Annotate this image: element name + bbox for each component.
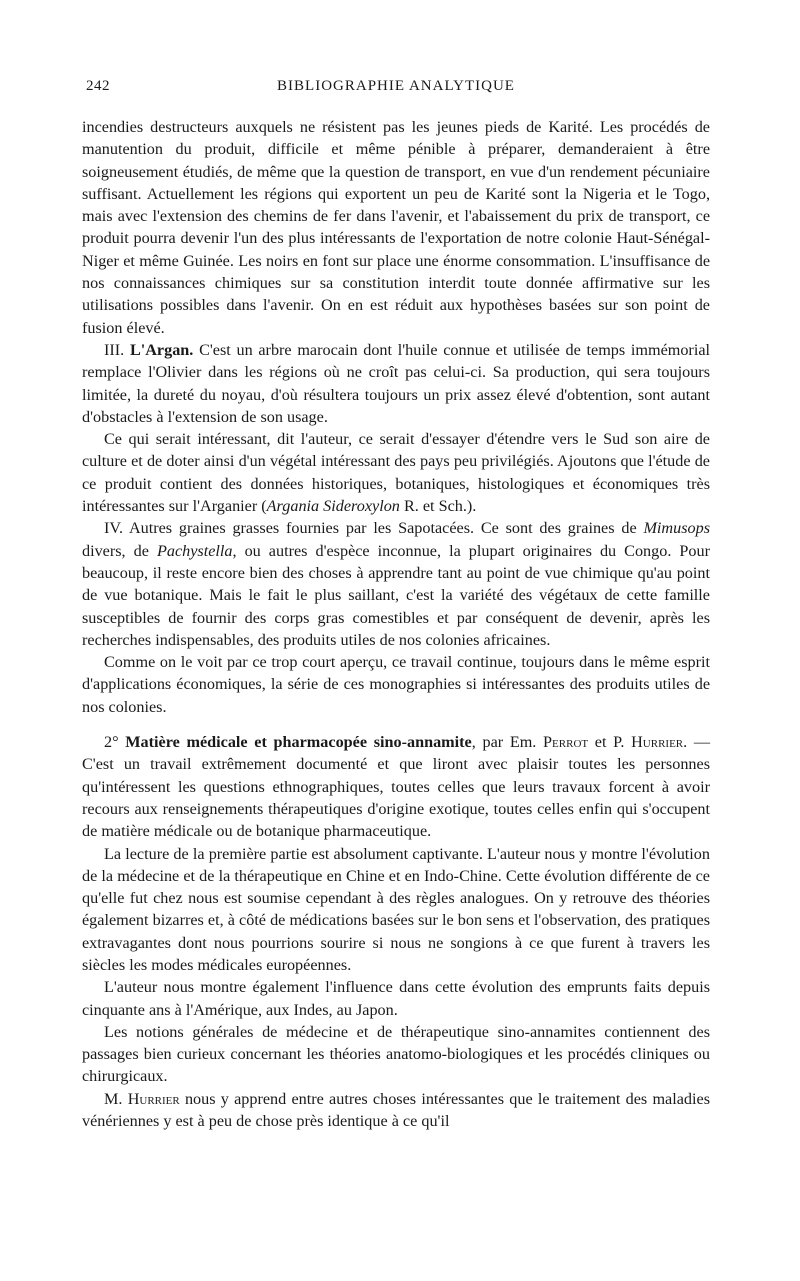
genus-name-mimusops: Mimusops xyxy=(643,519,710,538)
paragraph-text: R. et Sch.). xyxy=(399,497,477,516)
section-numeral: III. xyxy=(104,340,125,359)
paragraph-notions-generales: Les notions générales de médecine et de thérapeutique sino-annamites contiennent des passages bien curieux concernant les théories anatomo-biologiques et les procédés cliniques ou chirurgicaux. xyxy=(82,1022,710,1086)
paragraph-conclusion: Comme on le voit par ce trop court aperçu, ce travail continue, toujours dans le même esprit d'applications économiques, la série de ces monographies si intéressantes des produits utiles de nos colonies. xyxy=(82,653,710,716)
author-last-name: Hurrier xyxy=(631,733,684,752)
paragraph-karite-continued: incendies destructeurs auxquels ne résistent pas les jeunes pieds de Karité. Les procédés de manutention du produit, difficile et même pénible à préparer, demanderaient à être soigneusement étudiés, de même que la question de transport, en vue d'un rendement pécuniaire suffisant. Actuellement les régions qui exportent un peu de Karité sont la Nigeria et le Togo, mais avec l'extension des chemins de fer dans l'avenir, et l'abaissement du prix de transport, ce produit pourra devenir l'un des plus intéressants de l'exportation de notre colonie Haut-Sénégal-Niger et même Guinée. Les noirs en font sur place une énorme consommation. L'insuffisance de nos connaissances chimiques sur sa constitution interdit toute donnée affirmative sur les utilisations possibles dans l'avenir. On en est réduit aux hypothèses basées sur son point de fusion élevé. xyxy=(82,118,710,337)
paragraph-text: divers, de xyxy=(82,541,157,560)
author-last-name: Perrot xyxy=(543,733,589,752)
paragraph-argan-interest xyxy=(82,428,710,517)
paragraph-sapotacees xyxy=(82,517,710,651)
paragraph-text: M. xyxy=(104,1089,128,1108)
genus-name-pachystella: Pachystella xyxy=(156,541,233,560)
running-head xyxy=(82,78,710,104)
species-name: Argania Sideroxylon xyxy=(266,497,400,516)
section-numeral: 2° xyxy=(104,733,119,752)
body-text xyxy=(82,116,710,1132)
page-number: 242 xyxy=(86,78,110,94)
paragraph-matiere-medicale xyxy=(82,731,710,842)
author-first-name: P. xyxy=(613,733,625,752)
paragraph-text: , par xyxy=(471,733,510,752)
page xyxy=(82,78,710,1132)
paragraph-text: nous y apprend entre autres choses intéressantes que le traitement des maladies vénériennes y est à peu de chose près identique à ce qu'il xyxy=(82,1089,710,1131)
running-title: BIBLIOGRAPHIE ANALYTIQUE xyxy=(277,78,515,94)
paragraph-text: et xyxy=(588,733,614,752)
section-heading-argan: L'Argan. xyxy=(129,340,194,359)
author-last-name: Hurrier xyxy=(127,1089,180,1108)
paragraph-text: Ce qui serait intéressant, dit l'auteur, ce serait d'essayer d'étendre vers le Sud son aire de culture et de doter ainsi d'un végétal intéressant des pays peu privilégiés. Ajoutons que l'étude de ce produit contient des données historiques, botaniques, histologiques et économiques très intéressantes sur l'Arganier ( xyxy=(82,430,710,516)
paragraph-argan xyxy=(82,339,710,428)
paragraph-premiere-partie: La lecture de la première partie est absolument captivante. L'auteur nous y montre l'évolution de la médecine et de la thérapeutique en Chine et en Indo-Chine. Cette évolution différente de ce qu'elle fut chez nous est soumise cependant à des règles analogues. On y retrouve des théories également bizarres et, à côté de médications basées sur le bon sens et l'observation, des pratiques extravagantes dont nous pourrions sourire si nous ne songions à ce que furent à travers les siècles les modes médicales européennes. xyxy=(82,844,710,974)
paragraph-influence: L'auteur nous montre également l'influence dans cette évolution des emprunts faits depuis cinquante ans à l'Amérique, aux Indes, au Japon. xyxy=(82,978,710,1019)
paragraph-text: IV. Autres graines grasses fournies par les Sapotacées. Ce sont des graines de xyxy=(104,519,644,538)
paragraph-text: , ou autres d'espèce inconnue, la plupart originaires du Congo. Pour beaucoup, il reste encore bien des choses à apprendre tant au point de vue chimique qu'au point de vue botanique. Mais le fait le plus saillant, c'est la variété des végétaux de cette famille susceptibles de fournir des corps gras comestibles et par conséquent de devenir, après les recherches indispensables, des produits utiles de nos colonies africaines. xyxy=(82,541,711,649)
paragraph-text: C'est un arbre marocain dont l'huile connue et utilisée de temps immémorial remplace l'Olivier dans les régions où ne croît pas celui-ci. Sa production, qui sera toujours limitée, la dureté du noyau, d'où résultera toujours un prix assez élevé d'obtention, sont autant d'obstacles à l'extension de son usage. xyxy=(82,340,711,426)
section-title-matiere-medicale: Matière médicale et pharmacopée sino-annamite xyxy=(125,733,472,752)
paragraph-hurrier xyxy=(82,1088,710,1133)
paragraph-text: . — C'est un travail extrêmement documenté et que liront avec plaisir toutes les personnes qu'intéressent les questions ethnographiques, toutes celles que leurs travaux forcent à avoir recours aux renseignements thérapeutiques d'origine exotique, toutes celles enfin qui s'occupent de matière médicale ou de botanique pharmaceutique. xyxy=(82,733,711,841)
author-first-name: Em. xyxy=(509,733,537,752)
